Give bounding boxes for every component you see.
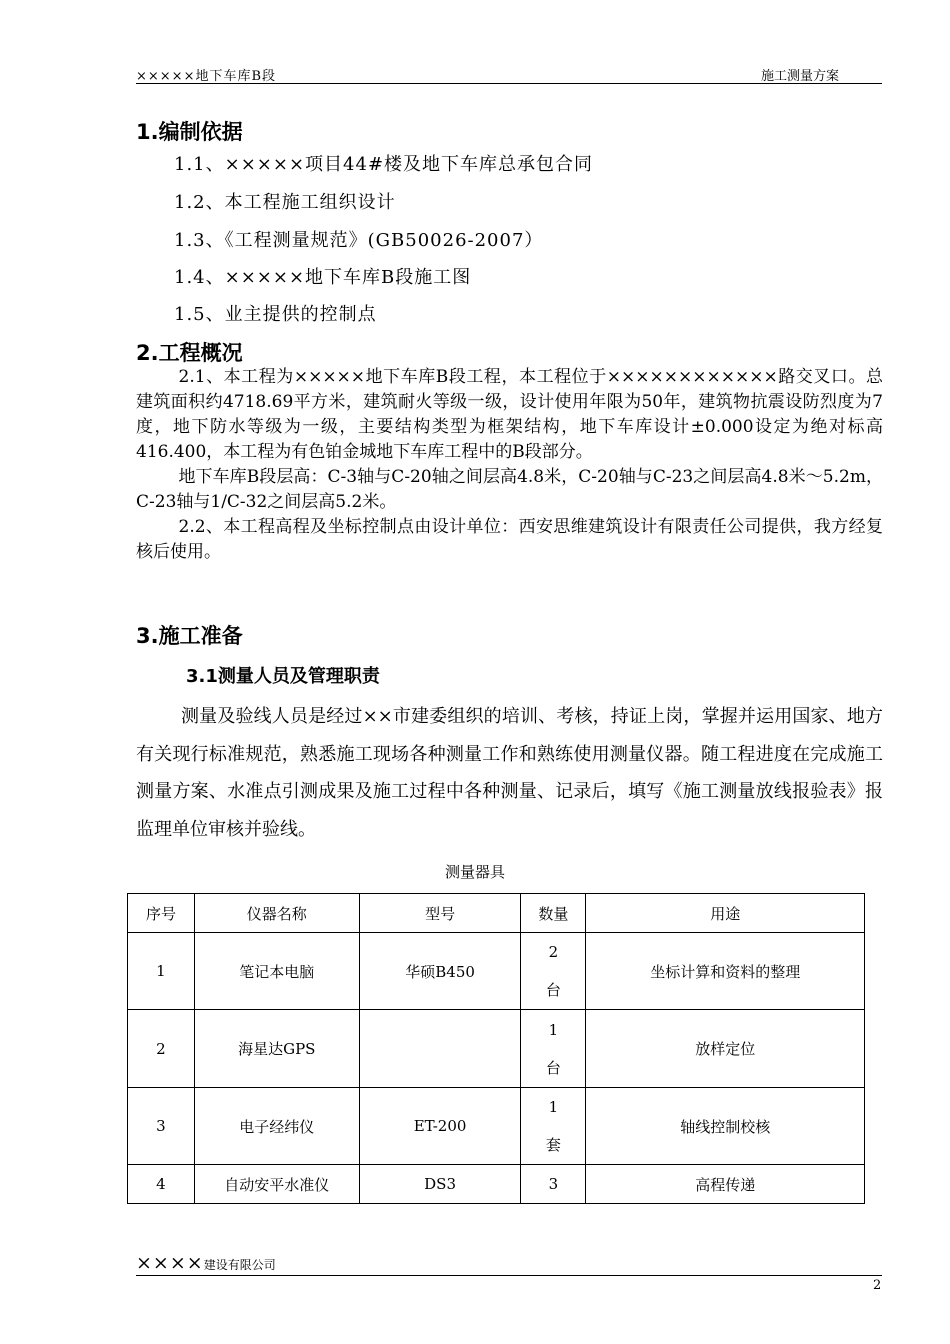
quantity-unit: 套 — [545, 1136, 561, 1154]
cell-use: 高程传递 — [586, 1165, 865, 1204]
table-row — [128, 1088, 865, 1165]
table-caption: 测量器具 — [444, 863, 505, 881]
section2-paragraph: 2.1、本工程为×××××地下车库B段工程，本工程位于××××××××××××路交叉口。总建筑面积约4718.69平方米，建筑耐火等级一级，设计使用年限为50年，建筑物抗震设防烈度为7度，地下防水等级为一级，主要结构类型为框架结构，地下车库设计±0.000设定为绝对标高416.400，本工程为有色铂金城地下车库工程中的B段部分。 — [136, 367, 883, 462]
section1-item: 1.1、×××××项目44#楼及地下车库总承包合同 — [174, 154, 594, 175]
cell-use: 坐标计算和资料的整理 — [586, 933, 865, 1010]
section2-heading: 2.工程概况 — [136, 341, 243, 365]
header-document-title: 施工测量方案 — [761, 69, 840, 84]
section2-body — [136, 365, 883, 565]
header-project-name: ×××××地下车库B段 — [136, 69, 277, 84]
section1-heading: 1.编制依据 — [136, 120, 243, 144]
table-header-row — [128, 894, 865, 933]
cell-use: 放样定位 — [586, 1010, 865, 1088]
section1-item: 1.4、×××××地下车库B段施工图 — [174, 267, 472, 288]
cell-name: 电子经纬仪 — [194, 1088, 359, 1165]
table-row — [128, 933, 865, 1010]
quantity-number: 2 — [548, 943, 559, 961]
quantity-unit: 台 — [545, 1058, 561, 1077]
section3-heading: 3.施工准备 — [136, 624, 243, 648]
section2-paragraph: 地下车库B段层高：C-3轴与C-20轴之间层高4.8米，C-20轴与C-23之间层高4.8米～5.2m，C-23轴与1/C-32之间层高5.2米。 — [136, 467, 883, 512]
table-row — [128, 1165, 865, 1204]
cell-model: ET-200 — [359, 1088, 521, 1165]
cell-quantity: 3 — [521, 1165, 586, 1204]
cell-name: 自动安平水准仪 — [194, 1165, 359, 1204]
cell-model — [359, 1010, 521, 1088]
footer-company-prefix: ×××× — [136, 1252, 204, 1274]
cell-model: 华硕B450 — [359, 933, 521, 1010]
cell-model: DS3 — [359, 1165, 521, 1204]
cell-quantity — [521, 1088, 586, 1165]
cell-use: 轴线控制校核 — [586, 1088, 865, 1165]
cell-no: 2 — [128, 1010, 195, 1088]
cell-quantity — [521, 1010, 586, 1088]
quantity-number: 1 — [548, 1020, 559, 1039]
cell-quantity — [521, 933, 586, 1010]
quantity-unit: 台 — [545, 981, 561, 999]
section1-item: 1.5、业主提供的控制点 — [174, 304, 377, 325]
header-divider — [136, 83, 882, 84]
header-cell: 型号 — [359, 894, 521, 933]
section2-paragraph: 2.2、本工程高程及坐标控制点由设计单位：西安思维建筑设计有限责任公司提供，我方经复核后使用。 — [136, 517, 883, 562]
cell-no: 3 — [128, 1088, 195, 1165]
header-cell: 仪器名称 — [194, 894, 359, 933]
quantity-number: 1 — [548, 1098, 559, 1116]
section3-paragraph: 测量及验线人员是经过××市建委组织的培训、考核，持证上岗，掌握并运用国家、地方有关现行标准规范，熟悉施工现场各种测量工作和熟练使用测量仪器。随工程进度在完成施工测量方案、水准点引测成果及施工过程中各种测量、记录后，填写《施工测量放线报验表》报监理单位审核并验线。 — [136, 706, 883, 840]
section1-item: 1.2、本工程施工组织设计 — [174, 192, 396, 213]
cell-no: 1 — [128, 933, 195, 1010]
footer-company-suffix: 建设有限公司 — [203, 1258, 276, 1272]
cell-name: 海星达GPS — [194, 1010, 359, 1088]
header-cell: 用途 — [586, 894, 865, 933]
header-cell: 数量 — [521, 894, 586, 933]
page-number: 2 — [873, 1278, 882, 1293]
footer-company-name — [136, 1252, 276, 1274]
cell-name: 笔记本电脑 — [194, 933, 359, 1010]
section3-subheading: 3.1测量人员及管理职责 — [186, 666, 380, 687]
section1-item: 1.3、《工程测量规范》(GB50026-2007） — [174, 230, 544, 251]
table-row — [128, 1010, 865, 1088]
cell-no: 4 — [128, 1165, 195, 1204]
footer-divider — [136, 1275, 882, 1276]
instrument-table — [127, 893, 865, 1204]
header-cell: 序号 — [128, 894, 195, 933]
